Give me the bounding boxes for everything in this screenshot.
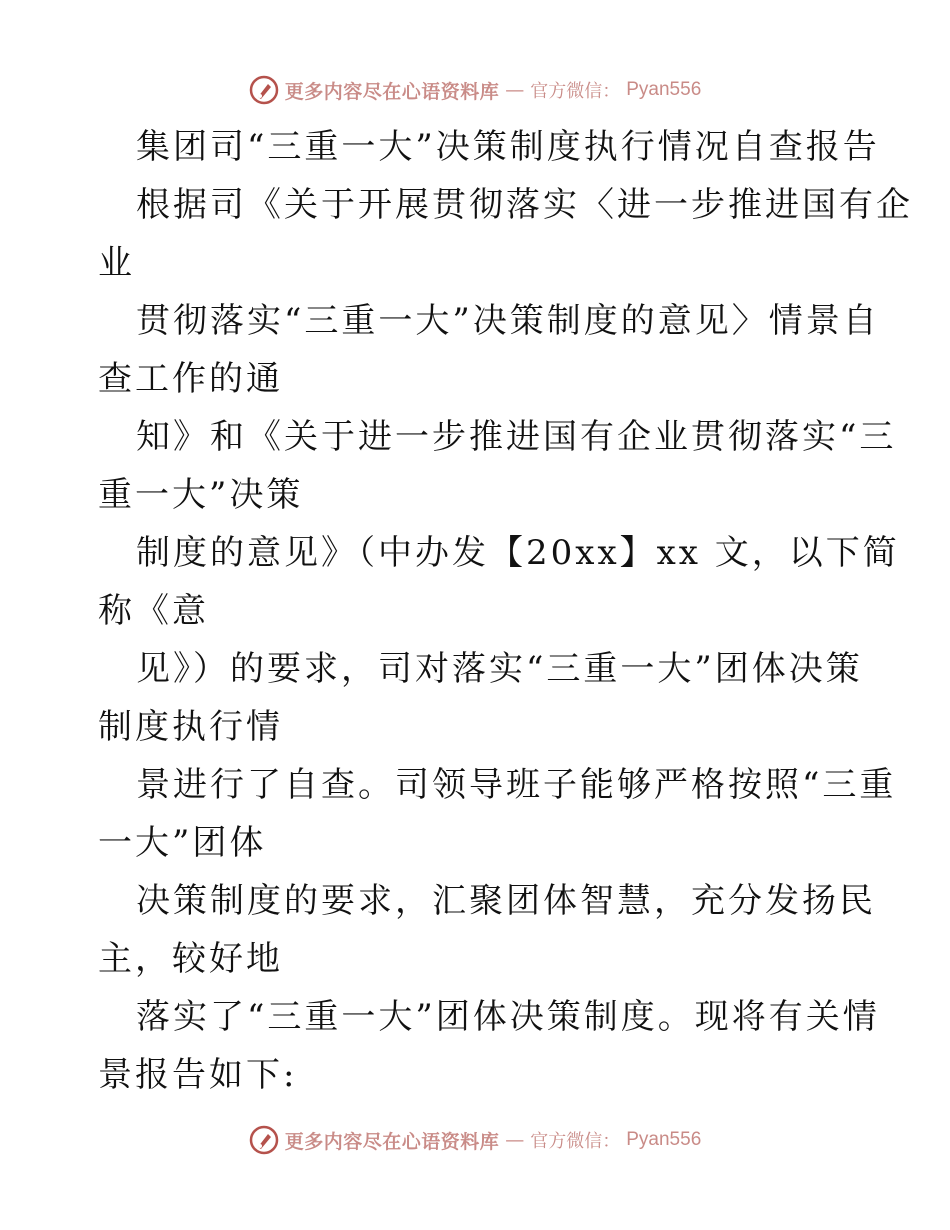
paragraph-line: 业 <box>98 243 135 283</box>
paragraph-line: 根据司《关于开展贯彻落实〈进一步推进国有企 <box>136 185 913 225</box>
paragraph-line: 重一大”决策 <box>98 475 304 515</box>
paragraph-line: 景报告如下: <box>98 1055 298 1095</box>
paragraph-line: 贯彻落实“三重一大”决策制度的意见〉情景自 <box>136 301 880 341</box>
watermark-label: 官方微信： <box>530 81 621 102</box>
paragraph-line: 称《意 <box>98 591 209 631</box>
paragraph-line: 知》和《关于进一步推进国有企业贯彻落实“三 <box>136 417 897 457</box>
paragraph-line: 制度的意见》（中办发【20xx】xx 文，以下简 <box>136 533 900 573</box>
pen-nib-logo-icon <box>249 1125 279 1155</box>
watermark-separator: — <box>505 1129 525 1151</box>
document-body <box>98 118 913 1104</box>
paragraph-line: 主，较好地 <box>98 939 283 979</box>
watermark-text: 更多内容尽在心语资料库 <box>284 1130 500 1153</box>
header-watermark <box>0 70 950 110</box>
paragraph-line: 一大”团体 <box>98 823 267 863</box>
watermark-wechat-id: Pyan556 <box>626 79 702 100</box>
watermark-label: 官方微信： <box>530 1131 621 1152</box>
paragraph-line: 查工作的通 <box>98 359 283 399</box>
watermark-text: 更多内容尽在心语资料库 <box>284 80 500 103</box>
paragraph-line: 景进行了自查。司领导班子能够严格按照“三重 <box>136 765 897 805</box>
document-title: 集团司“三重一大”决策制度执行情况自查报告 <box>136 127 880 167</box>
paragraph-line: 见》）的要求，司对落实“三重一大”团体决策 <box>136 649 863 689</box>
paragraph-line: 决策制度的要求，汇聚团体智慧，充分发扬民 <box>136 881 876 921</box>
pen-nib-logo-icon <box>249 75 279 105</box>
watermark-wechat-id: Pyan556 <box>626 1129 702 1150</box>
paragraph-line: 制度执行情 <box>98 707 283 747</box>
watermark-separator: — <box>505 79 525 101</box>
footer-watermark <box>0 1120 950 1160</box>
paragraph-line: 落实了“三重一大”团体决策制度。现将有关情 <box>136 997 880 1037</box>
